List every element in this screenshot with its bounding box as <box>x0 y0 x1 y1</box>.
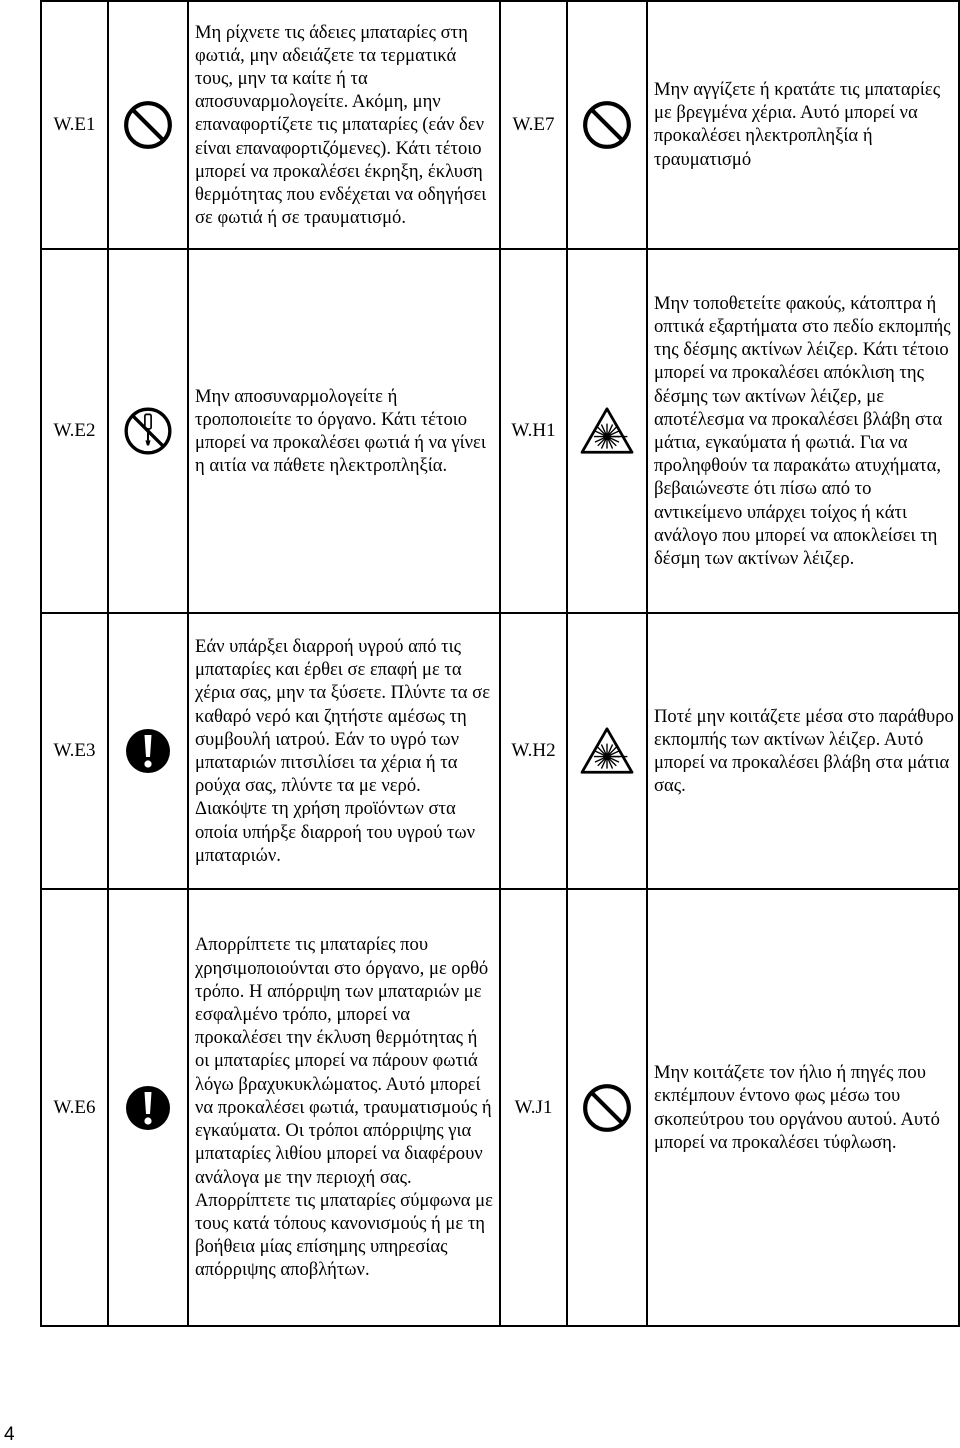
warning-text: Ποτέ μην κοιτάζετε μέσα στο παράθυρο εκπομπής των ακτίνων λέιζερ. Αυτό μπορεί να προκαλέσει βλάβη στα μάτια σας. <box>647 613 959 889</box>
warning-code: W.H1 <box>500 249 567 613</box>
prohibition-icon <box>567 1 647 249</box>
warning-text: Εάν υπάρξει διαρροή υγρού από τις μπαταρίες και έρθει σε επαφή με τα χέρια σας, μην τα ξύσετε. Πλύντε τα σε καθαρό νερό και ζητήστε αμέσως τη συμβουλή ιατρού. Εάν το υγρό των μπαταριών πιτσιλίσει τα χέρια ή τα ρούχα σας, πλύντε τα με νερό. Διακόψτε τη χρήση προϊόντων στα οποία υπήρξε διαρροή του υγρού των μπαταριών. <box>188 613 500 889</box>
warning-code: W.E6 <box>41 889 108 1326</box>
page-number: 4 <box>4 1424 15 1445</box>
warning-code: W.J1 <box>500 889 567 1326</box>
table-row <box>41 889 959 1326</box>
no-disassembly-icon <box>108 249 188 613</box>
warning-text: Μην τοποθετείτε φακούς, κάτοπτρα ή οπτικά εξαρτήματα στο πεδίο εκπομπής της δέσμης ακτίνων λέιζερ. Κάτι τέτοιο μπορεί να προκαλέσει απόκλιση της δέσμης των ακτίνων λέιζερ, με αποτέλεσμα να προκαλέσει βλάβη στα μάτια, εγκαύματα ή φωτιά. Για να προληφθούν τα παρακάτω ατυχήματα, βεβαιώνεστε ότι πίσω από το αντικείμενο υπάρχει τοίχος ή κάτι ανάλογο που μπορεί να αποκλείσει τη δέσμη των ακτίνων λέιζερ. <box>647 249 959 613</box>
warning-code: W.E1 <box>41 1 108 249</box>
warning-text: Μη ρίχνετε τις άδειες μπαταρίες στη φωτιά, μην αδειάζετε τα τερματικά τους, μην τα καίτε ή τα αποσυναρμολογείτε. Ακόμη, μην επαναφορτίζετε τις μπαταρίες (εάν δεν είναι επαναφορτιζόμενες). Κάτι τέτοιο μπορεί να προκαλέσει έκρηξη, έκλυση θερμότητας που ενδέχεται να οδηγήσει σε φωτιά ή σε τραυματισμό. <box>188 1 500 249</box>
prohibition-icon <box>567 889 647 1326</box>
warning-code: W.H2 <box>500 613 567 889</box>
table-row <box>41 613 959 889</box>
warning-text: Μην κοιτάζετε τον ήλιο ή πηγές που εκπέμπουν έντονο φως μέσω του σκοπεύτρου του οργάνου αυτού. Αυτό μπορεί να προκαλέσει τύφλωση. <box>647 889 959 1326</box>
warning-code: W.E7 <box>500 1 567 249</box>
table-row <box>41 249 959 613</box>
laser-warning-icon <box>567 249 647 613</box>
mandatory-action-icon <box>108 613 188 889</box>
warning-code: W.E2 <box>41 249 108 613</box>
warning-code: W.E3 <box>41 613 108 889</box>
table-row <box>41 1 959 249</box>
laser-warning-icon <box>567 613 647 889</box>
mandatory-action-icon <box>108 889 188 1326</box>
warning-text: Απορρίπτετε τις μπαταρίες που χρησιμοποιούνται στο όργανο, με ορθό τρόπο. Η απόρριψη των μπαταριών με εσφαλμένο τρόπο, μπορεί να προκαλέσει την έκλυση θερμότητας ή οι μπαταρίες μπορεί να πάρουν φωτιά λόγω βραχυκυκλώματος. Αυτό μπορεί να προκαλέσει φωτιά, τραυματισμούς ή εγκαύματα. Οι τρόποι απόρριψης για μπαταρίες λιθίου μπορεί να διαφέρουν ανάλογα με την περιοχή σας. Απορρίπτετε τις μπαταρίες σύμφωνα με τους κατά τόπους κανονισμούς ή με τη βοήθεια μίας επίσημης υπηρεσίας απόρριψης αποβλήτων. <box>188 889 500 1326</box>
safety-warnings-table <box>40 0 960 1327</box>
warning-text: Μην αποσυναρμολογείτε ή τροποποιείτε το όργανο. Κάτι τέτοιο μπορεί να προκαλέσει φωτιά ή να γίνει η αιτία να πάθετε ηλεκτροπληξία. <box>188 249 500 613</box>
prohibition-icon <box>108 1 188 249</box>
warning-text: Μην αγγίζετε ή κρατάτε τις μπαταρίες με βρεγμένα χέρια. Αυτό μπορεί να προκαλέσει ηλεκτροπληξία ή τραυματισμό <box>647 1 959 249</box>
